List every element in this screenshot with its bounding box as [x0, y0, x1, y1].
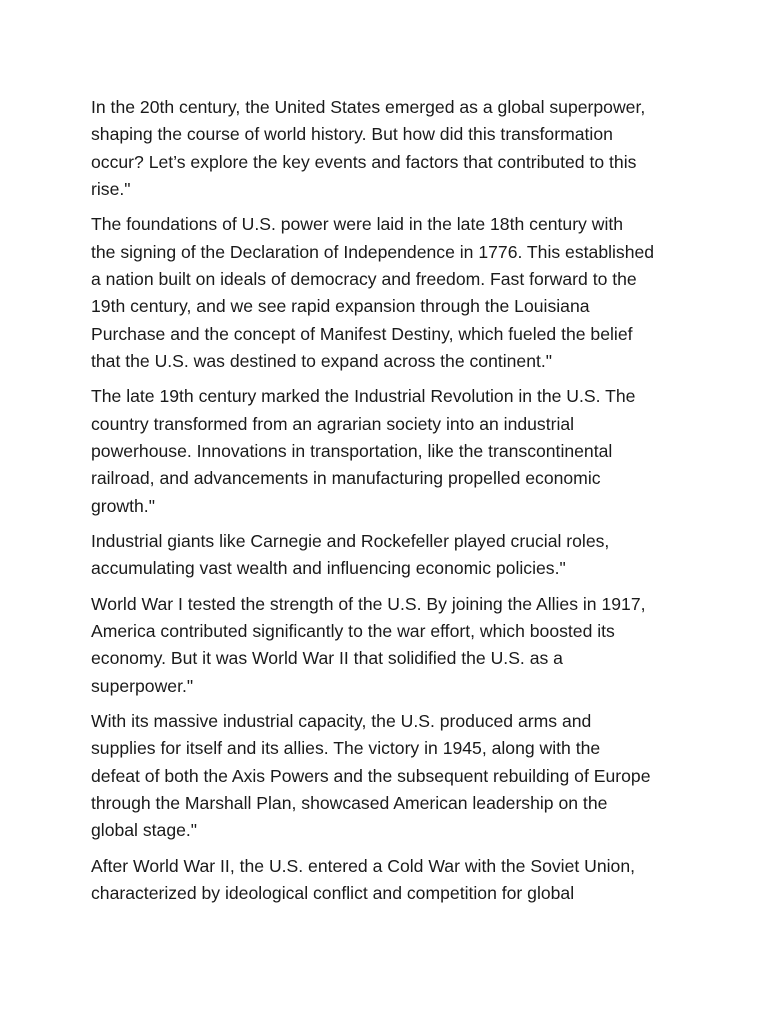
text-line: that the U.S. was destined to expand across the continent."	[91, 350, 553, 371]
text-line: 19th century, and we see rapid expansion through the Louisiana	[91, 296, 590, 317]
text-line: World War I tested the strength of the U.S. By joining the Allies in 1917,	[91, 593, 646, 614]
text-line: defeat of both the Axis Powers and the subsequent rebuilding of Europe	[91, 765, 651, 786]
text-line: railroad, and advancements in manufacturing propelled economic	[91, 468, 601, 489]
text-line: through the Marshall Plan, showcased American leadership on the	[91, 793, 608, 814]
text-line: economy. But it was World War II that solidified the U.S. as a	[91, 648, 563, 669]
text-line: powerhouse. Innovations in transportation, like the transcontinental	[91, 440, 613, 461]
paragraph-7	[91, 853, 691, 908]
text-line: After World War II, the U.S. entered a Cold War with the Soviet Union,	[91, 855, 635, 876]
text-line: In the 20th century, the United States emerged as a global superpower,	[91, 97, 646, 117]
text-line: supplies for itself and its allies. The victory in 1945, along with the	[91, 738, 601, 759]
text-line: country transformed from an agrarian society into an industrial	[91, 413, 575, 434]
paragraph-6	[91, 708, 691, 844]
document-body	[91, 94, 691, 916]
text-line: America contributed significantly to the war effort, which boosted its	[91, 621, 615, 642]
text-line: Industrial giants like Carnegie and Rockefeller played crucial roles,	[91, 531, 610, 552]
text-line: accumulating vast wealth and influencing economic policies."	[91, 558, 566, 579]
text-line: global stage."	[91, 820, 198, 841]
paragraph-3	[91, 383, 691, 519]
text-line: shaping the course of world history. But how did this transformation	[91, 124, 613, 145]
paragraph-2	[91, 211, 691, 375]
text-line: superpower."	[91, 675, 194, 696]
text-line: a nation built on ideals of democracy and freedom. Fast forward to the	[91, 268, 637, 289]
text-line: occur? Let’s explore the key events and factors that contributed to this	[91, 151, 637, 172]
text-line: rise."	[91, 178, 131, 199]
text-line: The foundations of U.S. power were laid in the late 18th century with	[91, 214, 624, 235]
text-line: growth."	[91, 495, 155, 516]
text-line: Purchase and the concept of Manifest Destiny, which fueled the belief	[91, 323, 633, 344]
paragraph-1	[91, 94, 691, 203]
paragraph-5	[91, 591, 691, 700]
paragraph-4	[91, 528, 691, 583]
text-line: With its massive industrial capacity, the U.S. produced arms and	[91, 711, 592, 732]
text-line: characterized by ideological conflict and competition for global	[91, 883, 575, 904]
text-line: The late 19th century marked the Industrial Revolution in the U.S. The	[91, 386, 636, 407]
text-line: the signing of the Declaration of Independence in 1776. This established	[91, 241, 655, 262]
